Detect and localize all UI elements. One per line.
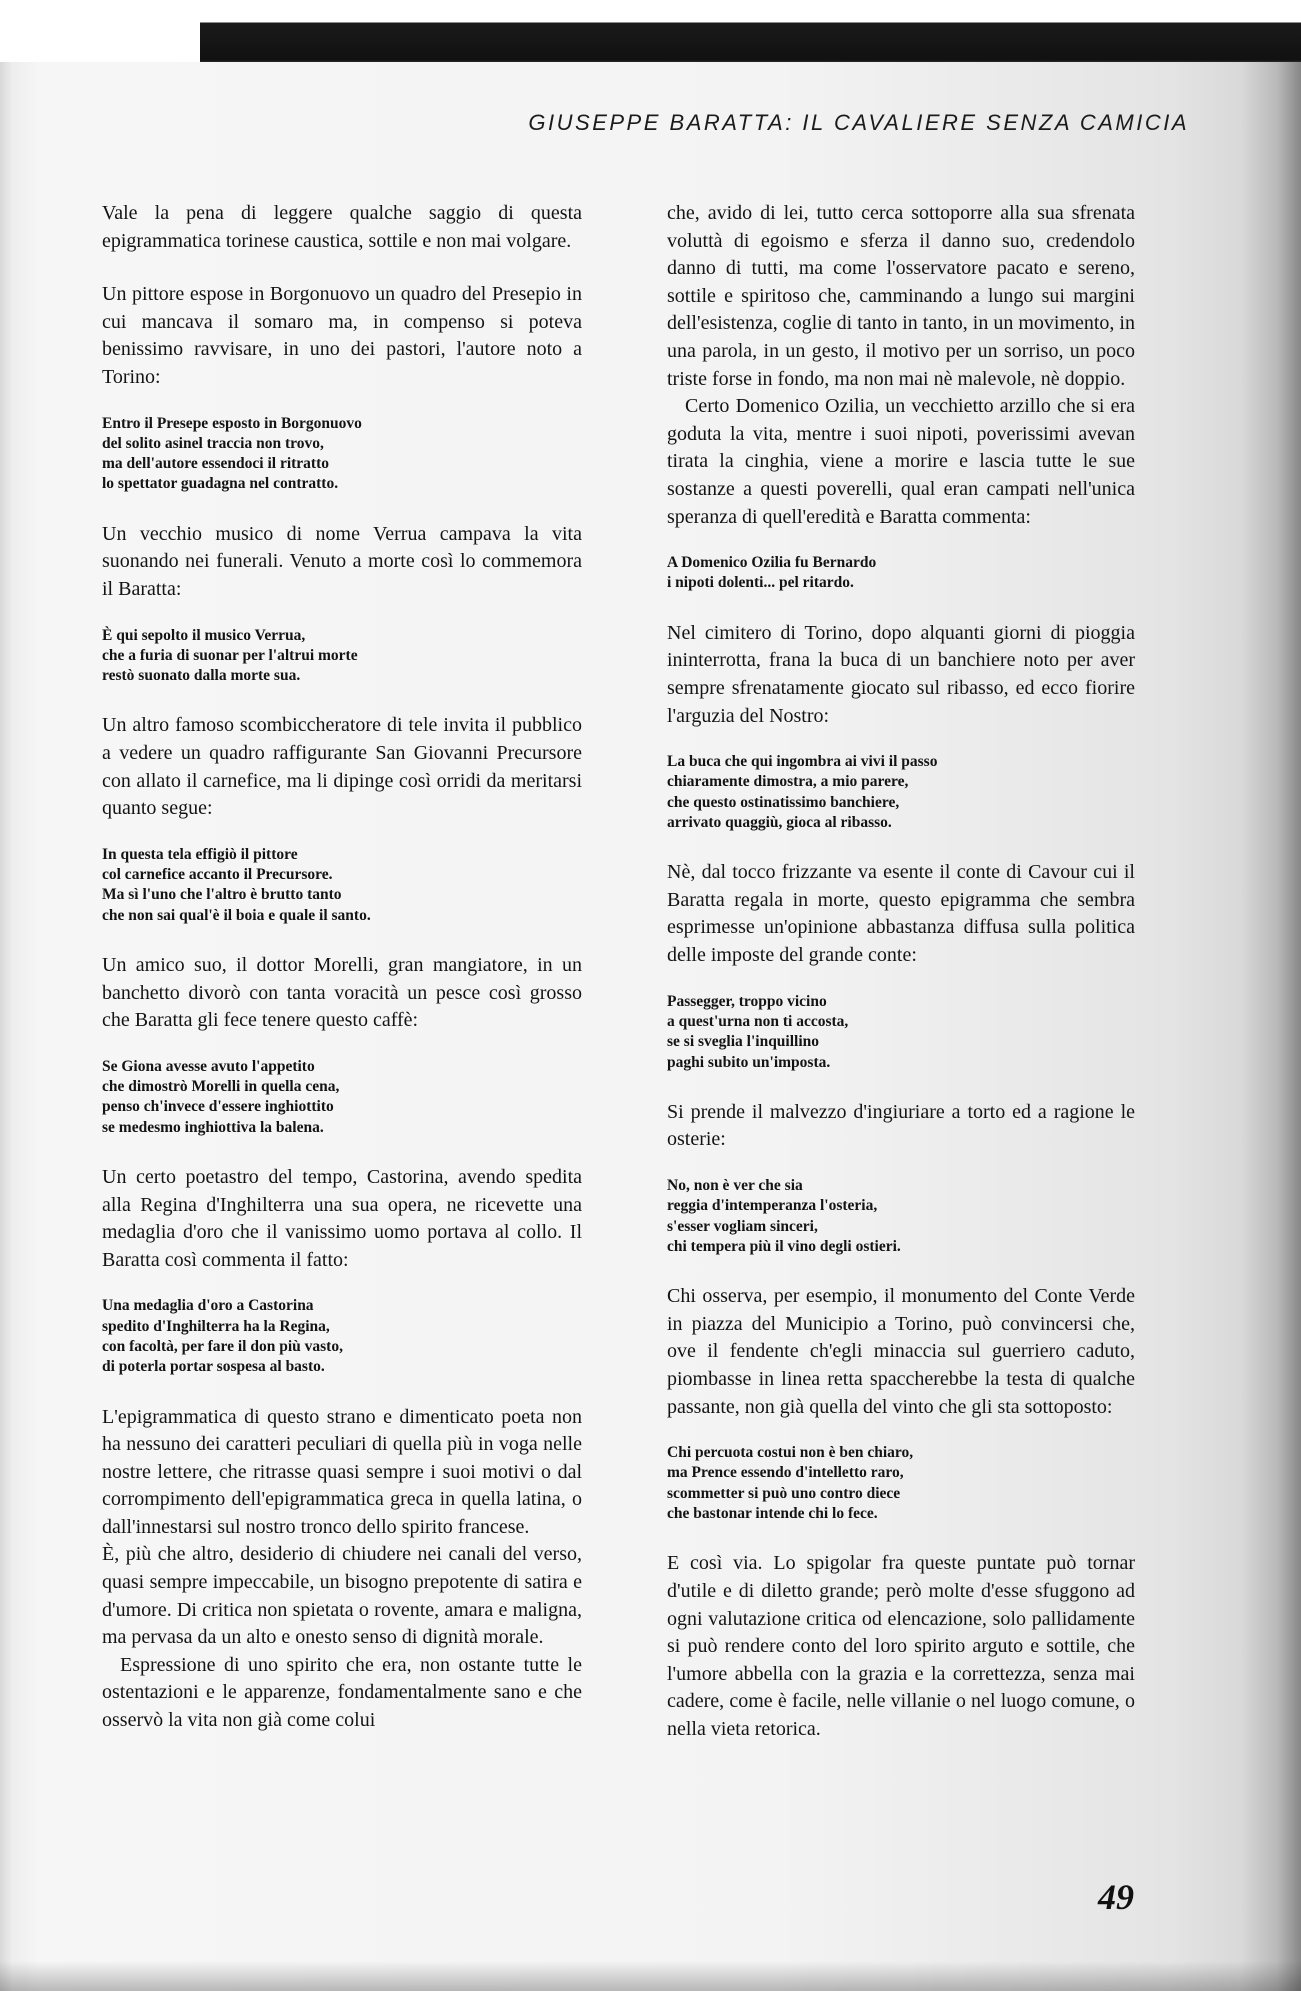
right-scan-shadow bbox=[1241, 62, 1301, 1991]
verse-line: Una medaglia d'oro a Castorina bbox=[102, 1297, 314, 1315]
verse-line: con facoltà, per fare il don più vasto, bbox=[102, 1337, 343, 1355]
verse-line: chiaramente dimostra, a mio parere, bbox=[667, 773, 909, 791]
body-paragraph: che, avido di lei, tutto cerca sottoporre alla sua sfrenata voluttà di egoismo e sferza il danno suo, credendolo danno di tutti, ma come l'osservatore pacato e sereno, sottile e spiritoso che, camminando a lungo sui margini dell'esistenza, coglie di tanto in tanto, in un movimento, in una parola, in un gesto, il motivo per un sorriso, un poco triste forse in fondo, ma non mai nè malevole, nè doppio. bbox=[667, 202, 1135, 390]
verse-line: che dimostrò Morelli in quella cena, bbox=[102, 1078, 340, 1096]
body-paragraph: Si prende il malvezzo d'ingiuriare a torto ed a ragione le osterie: bbox=[667, 1100, 1135, 1151]
epigram-verse bbox=[667, 992, 1135, 1073]
verse-line: che questo ostinatissimo banchiere, bbox=[667, 793, 900, 811]
verse-line: La buca che qui ingombra ai vivi il passo bbox=[667, 753, 938, 771]
verse-line: reggia d'intemperanza l'osteria, bbox=[667, 1197, 878, 1215]
verse-line: A Domenico Ozilia fu Bernardo bbox=[667, 554, 877, 572]
epigram-verse bbox=[102, 1057, 582, 1138]
verse-line: restò suonato dalla morte sua. bbox=[102, 667, 301, 685]
verse-line: col carnefice accanto il Precursore. bbox=[102, 866, 333, 884]
verse-line: È qui sepolto il musico Verrua, bbox=[102, 626, 306, 644]
verse-line: arrivato quaggiù, gioca al ribasso. bbox=[667, 813, 892, 831]
body-paragraph: Un pittore espose in Borgonuovo un quadro del Presepio in cui mancava il somaro ma, in compenso si poteva benissimo ravvisare, in uno dei pastori, l'autore noto a Torino: bbox=[102, 283, 582, 388]
body-paragraph: È, più che altro, desiderio di chiudere nei canali del verso, quasi sempre impeccabile, un bisogno prepotente di satira e d'umore. Di critica non spietata o rovente, amara e maligna, ma pervasa da un alto e onesto senso di dignità morale. bbox=[102, 1543, 582, 1649]
body-paragraph: Vale la pena di leggere qualche saggio di questa epigrammatica torinese caustica, sottile e non mai volgare. bbox=[102, 202, 582, 252]
verse-line: se si sveglia l'inquillino bbox=[667, 1033, 820, 1051]
verse-line: di poterla portar sospesa al basto. bbox=[102, 1358, 325, 1376]
verse-line: che bastonar intende chi lo fece. bbox=[667, 1505, 878, 1523]
epigram-verse bbox=[102, 626, 582, 687]
epigram-verse bbox=[667, 553, 1135, 594]
body-paragraph: Chi osserva, per esempio, il monumento del Conte Verde in piazza del Municipio a Torino, può convincersi che, ove il fendente ch'egli minaccia sul guerriero caduto, piombasse in linea retta spaccherebbe la testa di qualche passante, non già quella del vinto che gli sta sottoposto: bbox=[667, 1285, 1135, 1418]
verse-line: ma dell'autore essendoci il ritratto bbox=[102, 455, 330, 473]
verse-line: scommetter si può uno contro diece bbox=[667, 1484, 901, 1502]
verse-line: lo spettator guadagna nel contratto. bbox=[102, 475, 339, 493]
right-column bbox=[667, 200, 1135, 1744]
verse-line: ma Prence essendo d'intelletto raro, bbox=[667, 1464, 904, 1482]
verse-line: penso ch'invece d'essere inghiottito bbox=[102, 1098, 334, 1116]
bottom-scan-shadow bbox=[0, 1961, 1301, 1991]
verse-line: Entro il Presepe esposto in Borgonuovo bbox=[102, 414, 362, 432]
body-paragraph: E così via. Lo spigolar fra queste puntate può tornar d'utile e di diletto grande; però molte d'esse sfuggono ad ogni valutazione critica od elencazione, solo pallidamente si può rendere conto del loro spirito arguto e sottile, che l'umore abbella con la grazia e la correttezza, senza mai cadere, come è facile, nelle villanie o nel luogo comune, o nella vieta retorica. bbox=[667, 1552, 1135, 1740]
epigram-verse bbox=[667, 1443, 1135, 1524]
verse-line: se medesmo inghiottiva la balena. bbox=[102, 1118, 324, 1136]
verse-line: che non sai qual'è il boia e quale il santo. bbox=[102, 906, 371, 924]
epigram-verse bbox=[102, 414, 582, 495]
epigram-verse bbox=[667, 1176, 1135, 1257]
body-paragraph: Certo Domenico Ozilia, un vecchietto arzillo che si era goduta la vita, mentre i suoi nipoti, poverissimi avevan tirata la cinghia, viene a morire e lascia tutte le sue sostanze a questi poverelli, qual eran campati nell'unica speranza di quell'eredità e Baratta commenta: bbox=[667, 395, 1135, 528]
body-paragraph: Un amico suo, il dottor Morelli, gran mangiatore, in un banchetto divorò con tanta voracità un pesce così grosso che Baratta gli fece tenere questo caffè: bbox=[102, 953, 582, 1032]
left-column bbox=[102, 200, 582, 1735]
verse-line: Ma sì l'uno che l'altro è brutto tanto bbox=[102, 886, 342, 904]
body-paragraph: L'epigrammatica di questo strano e dimenticato poeta non ha nessuno dei caratteri peculiari di quella più in voga nelle nostre lettere, che ritrasse quasi sempre i suoi motivi o dal corrompimento dell'epigrammatica greca in quella latina, o dall'innestarsi sul nostro tronco dello spirito francese. bbox=[102, 1405, 582, 1538]
verse-line: No, non è ver che sia bbox=[667, 1177, 803, 1195]
verse-line: del solito asinel traccia non trovo, bbox=[102, 434, 324, 452]
body-paragraph: Un altro famoso scombiccheratore di tele invita il pubblico a vedere un quadro raffigurante San Giovanni Precursore con allato il carnefice, ma li dipinge così orridi da meritarsi quanto segue: bbox=[102, 714, 582, 820]
epigram-verse bbox=[667, 752, 1135, 833]
page-number: 49 bbox=[1098, 1877, 1134, 1917]
verse-line: i nipoti dolenti... pel ritardo. bbox=[667, 574, 854, 592]
epigram-verse bbox=[102, 845, 582, 926]
left-scan-edge bbox=[0, 62, 14, 1991]
verse-line: Passegger, troppo vicino bbox=[667, 992, 827, 1010]
epigram-verse bbox=[102, 1296, 582, 1377]
verse-line: Se Giona avesse avuto l'appetito bbox=[102, 1057, 315, 1075]
verse-line: s'esser vogliam sinceri, bbox=[667, 1217, 818, 1235]
verse-line: spedito d'Inghilterra ha la Regina, bbox=[102, 1317, 330, 1335]
verse-line: a quest'urna non ti accosta, bbox=[667, 1012, 849, 1030]
body-paragraph: Nè, dal tocco frizzante va esente il conte di Cavour cui il Baratta regala in morte, questo epigramma che sembra esprimesse un'opinione abbastanza diffusa sulla politica delle imposte del grande conte: bbox=[667, 861, 1135, 967]
body-paragraph: Nel cimitero di Torino, dopo alquanti giorni di pioggia ininterrotta, frana la buca di un banchiere noto per aver sempre sfrenatamente giocato sul ribasso, ed ecco fiorire l'arguzia del Nostro: bbox=[667, 621, 1135, 727]
body-paragraph: Espressione di uno spirito che era, non ostante tutte le ostentazioni e le apparenze, fondamentalmente sano e che osservò la vita non già come colui bbox=[102, 1653, 582, 1732]
body-paragraph: Un vecchio musico di nome Verrua campava la vita suonando nei funerali. Venuto a morte così lo commemora il Baratta: bbox=[102, 522, 582, 600]
verse-line: Chi percuota costui non è ben chiaro, bbox=[667, 1444, 914, 1462]
verse-line: che a furia di suonar per l'altrui morte bbox=[102, 646, 358, 664]
verse-line: chi tempera più il vino degli ostieri. bbox=[667, 1237, 901, 1255]
running-head: GIUSEPPE BARATTA: IL CAVALIERE SENZA CAMICIA bbox=[528, 110, 1189, 135]
body-paragraph: Un certo poetastro del tempo, Castorina, avendo spedita alla Regina d'Inghilterra una sua opera, ne ricevette una medaglia d'oro che il vanissimo uomo portava al collo. Il Baratta così commenta il fatto: bbox=[102, 1165, 582, 1271]
paragraph-gap bbox=[102, 255, 582, 281]
verse-line: In questa tela effigiò il pittore bbox=[102, 845, 298, 863]
verse-line: paghi subito un'imposta. bbox=[667, 1053, 831, 1071]
top-left-margin bbox=[0, 0, 200, 62]
